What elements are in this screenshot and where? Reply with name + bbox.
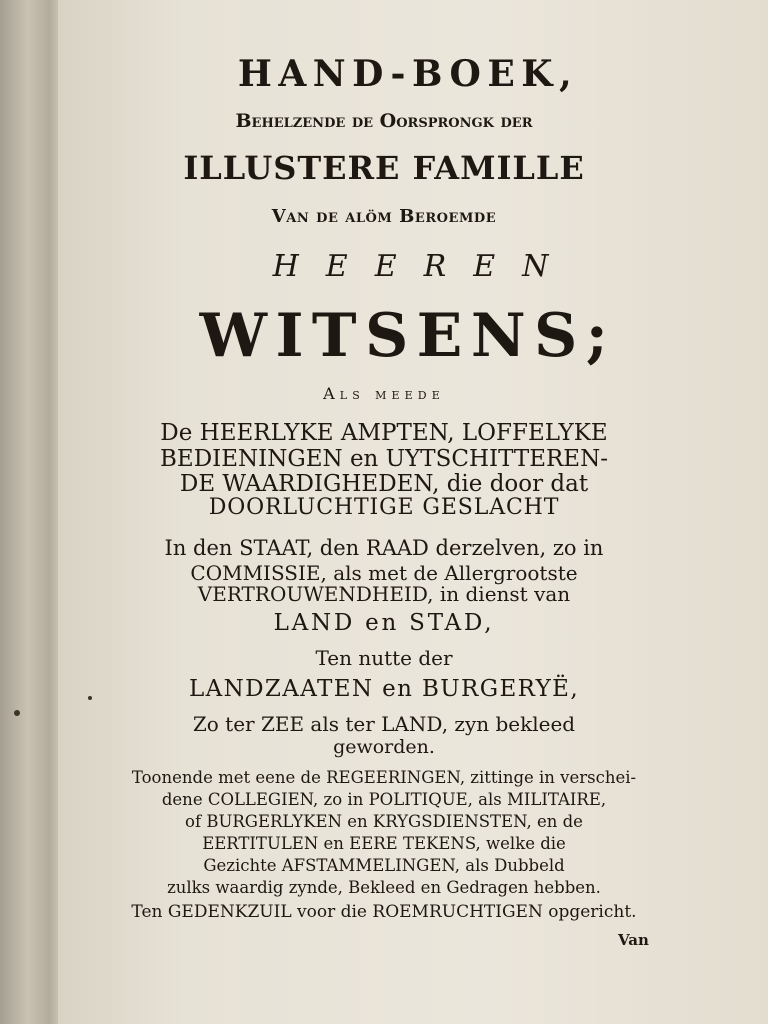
- body-line: EERTITULEN en EERE TEKENS, welke die: [202, 834, 566, 853]
- body-line: Ten nutte der: [315, 646, 453, 670]
- body-line: zulks waardig zynde, Bekleed en Gedragen hebben.: [167, 878, 601, 897]
- catchword: Van: [618, 931, 649, 949]
- title-line-illustere-famille: ILLUSTERE FAMILLE: [183, 149, 585, 187]
- body-line: De HEERLYKE AMPTEN, LOFFELYKE: [160, 420, 608, 446]
- line-als-meede: Als meede: [323, 384, 445, 403]
- body-line: COMMISSIE, als met de Allergrootste: [190, 561, 578, 585]
- title-line-hand-boek: HAND-BOEK,: [237, 53, 579, 95]
- closing-line: Ten GEDENKZUIL voor die ROEMRUCHTIGEN opgericht.: [131, 902, 637, 922]
- body-line: DE WAARDIGHEDEN, die door dat: [179, 471, 589, 497]
- body-line: BEDIENINGEN en UYTSCHITTEREN-: [160, 446, 608, 472]
- body-line: VERTROUWENDHEID, in dienst van: [197, 582, 571, 606]
- title-line-heeren: HEEREN: [272, 249, 576, 284]
- line-landzaaten: LANDZAATEN en BURGERYË,: [188, 676, 580, 702]
- body-line: dene COLLEGIEN, zo in POLITIQUE, als MILITAIRE,: [161, 790, 607, 809]
- title-line-witsens: WITSENS;: [199, 301, 617, 371]
- body-line: geworden.: [333, 736, 435, 758]
- body-line: of BURGERLYKEN en KRYGSDIENSTEN, en de: [185, 812, 583, 831]
- body-line: Zo ter ZEE als ter LAND, zyn bekleed: [192, 712, 576, 736]
- line-land-en-stad: LAND en STAD,: [273, 610, 495, 636]
- body-line: In den STAAT, den RAAD derzelven, zo in: [164, 536, 604, 560]
- body-line: Gezichte AFSTAMMELINGEN, als Dubbeld: [203, 856, 565, 875]
- subtitle-van-de-alom: Van de alöm Beroemde: [271, 206, 497, 227]
- body-line: Toonende met eene de REGEERINGEN, zittinge in verschei-: [131, 768, 637, 787]
- subtitle-behelzende: Behelzende de Oorsprongk der: [235, 110, 533, 132]
- body-line: DOORLUCHTIGE GESLACHT: [208, 495, 560, 520]
